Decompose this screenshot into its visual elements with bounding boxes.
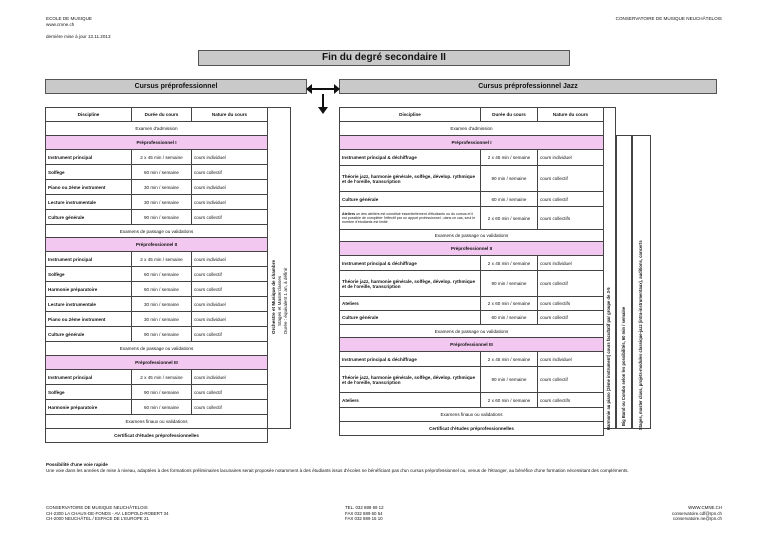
level-header: Préprofessionnel I bbox=[340, 136, 604, 150]
level-header: Préprofessionnel II bbox=[46, 238, 268, 252]
table-row: Instrument principal & déchiffrage 2 x 45 min / semaine cours individuel bbox=[340, 256, 604, 271]
final-exams: Examens finaux ou validations bbox=[46, 415, 268, 429]
table-row: Ateliers 2 x 60 min / semaine cours collectifs bbox=[340, 297, 604, 311]
col-duree: Durée du cours bbox=[481, 108, 538, 122]
main-title: Fin du degré secondaire II bbox=[198, 50, 570, 66]
side-text: Harmonie au piano (2ème instrument) cours facultatif par groupe de 3-5 bbox=[606, 287, 611, 430]
right-side-column-3 bbox=[632, 135, 651, 429]
passage-exam: Examens de passage ou validations bbox=[340, 230, 604, 242]
certificate: Certificat d'études préprofessionnelles bbox=[46, 429, 268, 443]
table-row: Théorie jazz, harmonie générale, solfège, dévelop. rythmique et de l'oreille, transcription 90 min / semaine cours collectif bbox=[340, 166, 604, 192]
notes-title: Possibilité d'une voie rapide bbox=[46, 462, 108, 467]
school-website[interactable]: www.cmne.ch bbox=[46, 22, 75, 27]
passage-exam: Examens de passage ou validations bbox=[46, 225, 268, 238]
conservatoire-header: CONSERVATOIRE DE MUSIQUE NEUCHÂTELOIS bbox=[615, 16, 722, 21]
table-row: Ateliers un des ateliers est constitué essentiellement d'étudiants ou du cursus et il est possible de compléter l'effectif par un apport professionnel ; dans ce cas, seul le nombre d'étudiants est limité 2 x 60 min / semaine cours collectifs bbox=[340, 207, 604, 230]
down-arrow-icon bbox=[318, 94, 328, 114]
certificate: Certificat d'études préprofessionnelles bbox=[340, 422, 604, 436]
table-row: Culture générale 60 min / semaine cours collectif bbox=[340, 311, 604, 325]
passage-exam: Examens de passage ou validations bbox=[46, 342, 268, 356]
footer-contact: TEL. 032 889 69 12 FAX 032 889 60 54 FAX 032 889 15 10 bbox=[345, 505, 384, 522]
table-row: Culture générale 90 min / semaine cours collectif bbox=[46, 327, 268, 342]
table-row: Instrument principal 2 x 45 min / semaine cours individuel bbox=[46, 150, 268, 165]
table-row: Culture générale 90 min / semaine cours collectif bbox=[46, 210, 268, 225]
notes bbox=[46, 462, 726, 474]
table-row: Piano ou 2ème instrument 30 min / semaine cours individuel bbox=[46, 180, 268, 195]
left-curriculum-table bbox=[45, 107, 268, 443]
right-curriculum-table bbox=[339, 107, 604, 436]
table-row: Culture générale 60 min / semaine cours collectif bbox=[340, 192, 604, 207]
final-exams: Examens finaux ou validations bbox=[340, 408, 604, 422]
table-row: Lecture instrumentale 30 min / semaine cours individuel bbox=[46, 297, 268, 312]
table-row: Harmonie préparatoire 60 min / semaine cours collectif bbox=[46, 282, 268, 297]
left-panel-title: Cursus préprofessionnel bbox=[45, 79, 307, 94]
table-row: Lecture instrumentale 30 min / semaine cours individuel bbox=[46, 195, 268, 210]
footer-web bbox=[672, 505, 722, 522]
table-row: Théorie jazz, harmonie générale, solfège, dévelop. rythmique et de l'oreille, transcription 90 min / semaine cours collectif bbox=[340, 367, 604, 393]
side-text: Orchestre et Musique de chambre bbox=[271, 259, 276, 334]
passage-exam: Examens de passage ou validations bbox=[340, 325, 604, 338]
table-row: Ateliers 2 x 60 min / semaine cours collectifs bbox=[340, 393, 604, 408]
notes-body: Une voie dans les années de mise à niveau, adaptées à des formations préliminaires lacunaires serait proposée notamment à des étudiants issus d'écoles ne bénéficiant pas d'un cursus préprofessionnel ou, venus de l'étranger, au bénéfice d'une formation nécessitant des compléments. bbox=[46, 467, 629, 473]
col-discipline: Discipline bbox=[340, 108, 481, 122]
school-name: ECOLE DE MUSIQUE bbox=[46, 16, 92, 21]
table-row: Solfège 60 min / semaine cours collectif bbox=[46, 267, 268, 282]
side-text: Durée : équivalent 1 an, à définir bbox=[283, 267, 288, 334]
col-duree: Durée du cours bbox=[132, 108, 192, 122]
footer-website[interactable]: WWW.CMNE.CH bbox=[688, 505, 722, 510]
admission-exam: Examen d'admission bbox=[46, 122, 268, 136]
update-date: dernière mise à jour 13.11.2013 bbox=[46, 34, 111, 39]
footer-email[interactable]: conservatoire.ne@rpn.ch bbox=[672, 516, 722, 522]
col-discipline: Discipline bbox=[46, 108, 132, 122]
side-text: Stages, master class, projets-modules classique-jazz (intra-instrumentaux), auditions, concerts bbox=[638, 240, 643, 430]
footer-email[interactable]: conservatoire.cdf@rpn.ch bbox=[671, 510, 722, 516]
level-header: Préprofessionnel II bbox=[340, 242, 604, 256]
right-panel-title: Cursus préprofessionnel Jazz bbox=[339, 79, 717, 94]
level-header: Préprofessionnel III bbox=[340, 338, 604, 352]
table-row: Solfège 60 min / semaine cours collectif bbox=[46, 165, 268, 180]
right-side-column-2 bbox=[616, 135, 632, 429]
side-text: Stages et Masterclasses bbox=[277, 275, 282, 326]
school-header bbox=[46, 16, 111, 40]
table-row: Théorie jazz, harmonie générale, solfège, dévelop. rythmique et de l'oreille, transcription 90 min / semaine cours collectif bbox=[340, 271, 604, 297]
left-side-column bbox=[267, 107, 291, 429]
side-text: Big Band ou Combo selon les possibilités, 60 min / semaine bbox=[621, 306, 626, 426]
footer-left: CONSERVATOIRE DE MUSIQUE NEUCHÂTELOIS CH-2300 LA CHAUX-DE-FONDS - AV. LEOPOLD-ROBERT 34 CH-2000 NEUCHÂTEL / ESPACE DE L'EUROPE 21 bbox=[46, 505, 169, 522]
table-row: Instrument principal 2 x 45 min / semaine cours individuel bbox=[46, 252, 268, 267]
table-row: Instrument principal & déchiffrage 2 x 45 min / semaine cours individuel bbox=[340, 352, 604, 367]
right-side-column-1 bbox=[603, 107, 616, 429]
table-row: Instrument principal 2 x 45 min / semaine cours individuel bbox=[46, 370, 268, 385]
col-nature: Nature du cours bbox=[538, 108, 604, 122]
col-nature: Nature du cours bbox=[192, 108, 268, 122]
level-header: Préprofessionnel III bbox=[46, 356, 268, 370]
ateliers-note: un des ateliers est constitué essentiellement d'étudiants ou du cursus et il est possible de compléter l'effectif par un apport professionnel ; dans ce cas, seul le nombre d'étudiants est limité bbox=[342, 211, 476, 225]
table-row: Harmonie préparatoire 60 min / semaine cours collectif bbox=[46, 400, 268, 415]
table-row: Solfège 90 min / semaine cours collectif bbox=[46, 385, 268, 400]
table-row: Instrument principal & déchiffrage 2 x 45 min / semaine cours individuel bbox=[340, 150, 604, 166]
table-row: Piano ou 2ème instrument 30 min / semaine cours individuel bbox=[46, 312, 268, 327]
admission-exam: Examen d'admission bbox=[340, 122, 604, 136]
level-header: Préprofessionnel I bbox=[46, 136, 268, 150]
